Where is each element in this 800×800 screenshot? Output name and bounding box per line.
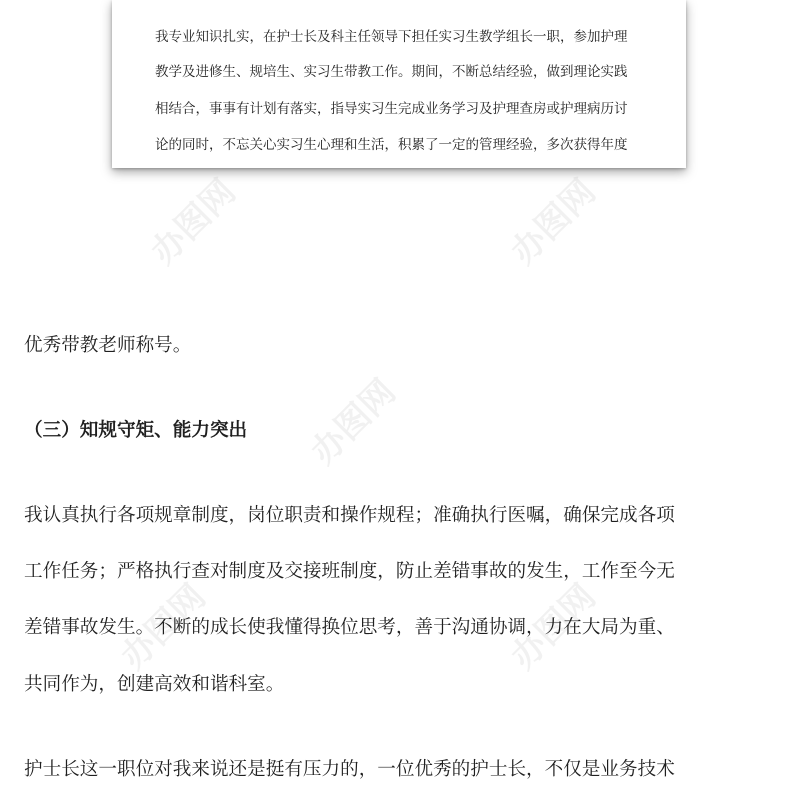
paragraph-line: 工作任务；严格执行查对制度及交接班制度，防止差错事故的发生，工作至今无 bbox=[24, 561, 675, 582]
card-text-line: 教学及进修生、规培生、实习生带教工作。期间，不断总结经验，做到理论实践 bbox=[155, 64, 628, 80]
watermark: 办图网 bbox=[143, 171, 244, 273]
card-text-line: 论的同时，不忘关心实习生心理和生活，积累了一定的管理经验，多次获得年度 bbox=[155, 137, 628, 153]
watermark: 办图网 bbox=[303, 371, 404, 473]
watermark: 办图网 bbox=[503, 576, 604, 678]
paragraph-line: 我认真执行各项规章制度，岗位职责和操作规程；准确执行医嘱，确保完成各项 bbox=[24, 505, 675, 526]
continuation-text: 优秀带教老师称号。 bbox=[24, 335, 192, 356]
card-text-line: 我专业知识扎实，在护士长及科主任领导下担任实习生教学组长一职，参加护理 bbox=[155, 29, 628, 45]
watermark: 办图网 bbox=[503, 171, 604, 273]
paragraph-line: 护士长这一职位对我来说还是挺有压力的，一位优秀的护士长，不仅是业务技术 bbox=[24, 759, 675, 780]
quoted-document-card bbox=[112, 0, 686, 168]
paragraph-line: 差错事故发生。不断的成长使我懂得换位思考，善于沟通协调，力在大局为重、 bbox=[24, 617, 675, 638]
card-text-line: 相结合，事事有计划有落实，指导实习生完成业务学习及护理查房或护理病历讨 bbox=[155, 101, 628, 117]
watermark: 办图网 bbox=[113, 576, 214, 678]
section-heading: （三）知规守矩、能力突出 bbox=[24, 420, 248, 441]
paragraph-line: 共同作为，创建高效和谐科室。 bbox=[24, 674, 285, 695]
